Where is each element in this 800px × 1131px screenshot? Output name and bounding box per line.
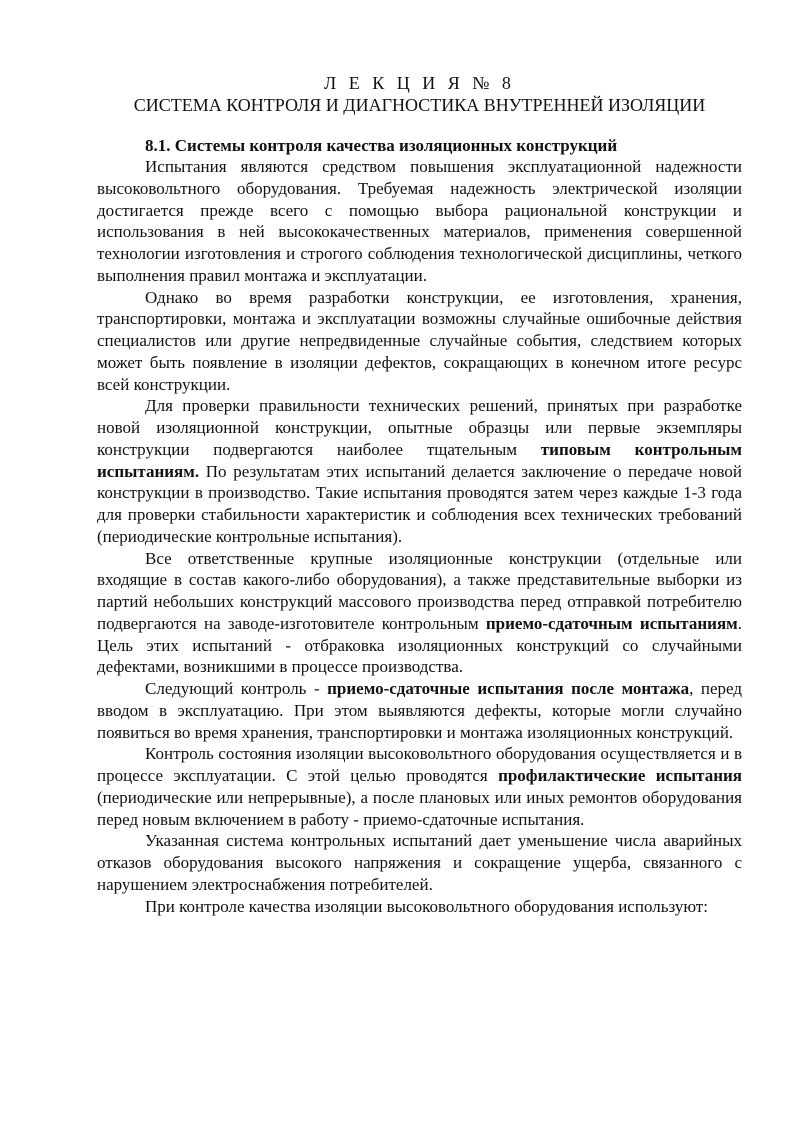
paragraph-2 (97, 287, 742, 396)
paragraph-8-text: При контроле качества изоляции высоковольтного оборудования используют: (145, 896, 708, 916)
paragraph-7 (97, 830, 742, 895)
paragraph-4-text-start: Все ответственные крупные изоляционные конструкции (отдельные или входящие в состав какого-либо оборудования), а также представительные выборки из партий небольших конструкций массового производства перед отправкой потребителю подвергаются на заводе-изготовителе контрольным (97, 548, 742, 633)
paragraph-8 (97, 896, 742, 918)
preventive-tests-term: профилактические испытания (498, 766, 742, 785)
document-page (97, 72, 742, 917)
paragraph-6-text-start: Контроль состояния изоляции высоковольтного оборудования осуществляется и в процессе эксплуатации. С этой целью проводятся (97, 744, 742, 785)
paragraph-6 (97, 743, 742, 830)
lecture-number: Л Е К Ц И Я № 8 (324, 73, 515, 93)
paragraph-3 (97, 395, 742, 547)
page-title: СИСТЕМА КОНТРОЛЯ И ДИАГНОСТИКА ВНУТРЕННЕЙ ИЗОЛЯЦИИ (133, 95, 706, 115)
paragraph-5-text-start: Следующий контроль - (145, 679, 328, 698)
paragraph-5 (97, 678, 742, 743)
paragraph-4 (97, 548, 742, 679)
paragraph-6-text-end: (периодические или непрерывные), а после плановых или иных ремонтов оборудования перед новым включением в работу - приемо-сдаточные испытания. (97, 787, 742, 829)
type-tests-term: типовым контрольным испытаниям. (97, 439, 742, 481)
paragraph-1-text: Испытания являются средством повышения эксплуатационной надежности высоковольтного оборудования. Требуемая надежность электрической изоляции достигается прежде всего с помощью выбора рациональной конструкции и использования в ней высококачественных материалов, применения совершенной технологии изготовления и строгого соблюдения технологической дисциплины, четкого выполнения правил монтажа и эксплуатации. (97, 157, 742, 285)
post-installation-tests-term: приемо-сдаточные испытания после монтажа (327, 679, 690, 698)
acceptance-tests-term: приемо-сдаточным испытаниям (485, 613, 738, 633)
paragraph-3-text-end: По результатам этих испытаний делается заключение о передаче новой конструкции в производство. Такие испытания проводятся затем через каждые 1-3 года для проверки стабильности характеристик и соблюдения всех технических требований (периодические контрольные испытания). (97, 461, 742, 546)
paragraph-1 (97, 156, 742, 287)
paragraph-4-text-end: . Цель этих испытаний - отбраковка изоляционных конструкций со случайными дефектами, возникшими в процессе производства. (97, 613, 742, 677)
paragraph-3-text-start: Для проверки правильности технических решений, принятых при разработке новой изоляционной конструкции, опытные образцы или первые экземпляры конструкции подвергаются наиболее тщательным (97, 396, 742, 459)
paragraph-2-text: Однако во время разработки конструкции, ее изготовления, хранения, транспортировки, монтажа и эксплуатации возможны случайные ошибочные действия специалистов или другие непредвиденные случайные события, следствием которых может быть появление в изоляции дефектов, сокращающих в конечном итоге ресурс всей конструкции. (97, 287, 742, 394)
section-heading: 8.1. Системы контроля качества изоляционных конструкций (145, 136, 618, 155)
paragraph-7-text: Указанная система контрольных испытаний дает уменьшение числа аварийных отказов оборудования высокого напряжения и сокращение ущерба, связанного с нарушением электроснабжения потребителей. (97, 831, 742, 894)
paragraph-5-text-end: , перед вводом в эксплуатацию. При этом выявляются дефекты, которые могли случайно появиться во время хранения, транспортировки и монтажа изоляционных конструкций. (97, 679, 742, 742)
